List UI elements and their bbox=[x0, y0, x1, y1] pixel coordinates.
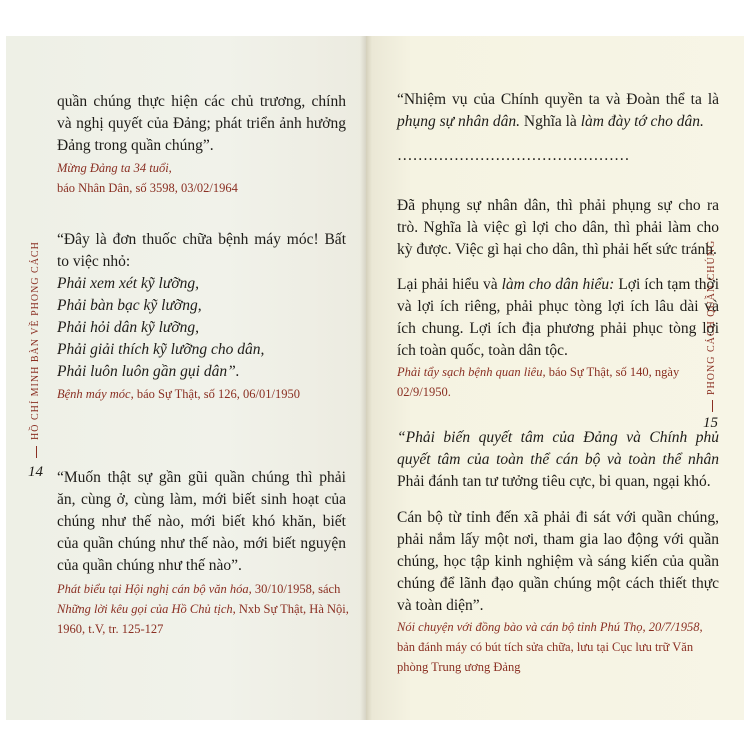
text-segment: “Nhiệm vụ của Chính quyền ta và Đoàn thể ta là bbox=[397, 91, 719, 108]
text-segment: Phải giải thích kỹ lưỡng cho dân, bbox=[57, 341, 265, 358]
text-line bbox=[57, 339, 346, 361]
quote-paragraph bbox=[57, 467, 346, 577]
text-segment: báo Sự Thật, số 126, 06/01/1950 bbox=[133, 387, 300, 401]
text-line bbox=[397, 427, 719, 449]
text-line bbox=[397, 318, 719, 340]
text-line bbox=[57, 251, 346, 273]
text-line bbox=[397, 274, 719, 296]
text-line bbox=[57, 113, 346, 135]
text-line bbox=[397, 657, 719, 677]
text-line bbox=[397, 340, 719, 362]
text-segment: của quần chúng như thế nào”. bbox=[57, 557, 242, 574]
text-line bbox=[57, 555, 346, 577]
text-segment: và toàn diện”. bbox=[397, 597, 484, 614]
source-citation bbox=[57, 579, 349, 639]
text-segment: báo Sự Thật, số 140, ngày bbox=[545, 365, 680, 379]
text-line bbox=[397, 595, 719, 617]
text-line bbox=[397, 362, 719, 382]
text-segment: chúng như thế nào, mới biết khó khăn, biết bbox=[57, 513, 346, 530]
text-segment: Mừng Đảng ta 34 tuổi, bbox=[57, 161, 172, 175]
text-segment: chúng để lãnh đạo quần chúng một cách thiết thực bbox=[397, 575, 719, 592]
quote-paragraph bbox=[57, 91, 346, 157]
text-line bbox=[57, 489, 346, 511]
text-segment: Phải đánh tan tư tưởng tiêu cực, bi quan, ngại khó. bbox=[397, 473, 711, 490]
text-segment: Nxb Sự Thật, Hà Nội, bbox=[235, 602, 349, 616]
text-line bbox=[57, 384, 346, 404]
text-segment: Lại phải hiểu và bbox=[397, 276, 502, 293]
text-line bbox=[397, 382, 719, 402]
text-segment: “Phải biến quyết tâm của Đảng và Chính phủ bbox=[397, 429, 719, 446]
text-segment: Phải bàn bạc kỹ lưỡng, bbox=[57, 297, 202, 314]
text-line bbox=[397, 195, 719, 217]
text-line bbox=[57, 361, 346, 383]
text-segment: phụng sự nhân dân. bbox=[397, 113, 520, 130]
text-segment: phải nắm lấy một nơi, tham gia lao động với quần bbox=[397, 531, 719, 548]
text-segment: Phải tẩy sạch bệnh quan liêu, bbox=[397, 365, 546, 379]
text-segment: Cán bộ từ tỉnh đến xã phải đi sát với quần chúng, bbox=[397, 509, 719, 526]
text-line bbox=[57, 158, 346, 178]
text-segment: Phát biểu tại Hội nghị cán bộ văn hóa, bbox=[57, 582, 252, 596]
text-line bbox=[57, 295, 346, 317]
text-segment: làm đày tớ cho dân. bbox=[580, 113, 704, 130]
text-line bbox=[57, 91, 346, 113]
right-page-number: 15 bbox=[703, 415, 718, 431]
text-segment: quần chúng thực hiện các chủ trương, chính bbox=[57, 93, 346, 110]
text-segment: to việc nhỏ: bbox=[57, 253, 131, 270]
text-line bbox=[397, 573, 719, 595]
text-segment: và lợi ích riêng, phải phục tòng lợi ích lâu dài và bbox=[397, 298, 719, 315]
left-running-head: HỒ CHÍ MINH BÀN VỀ PHONG CÁCH bbox=[30, 241, 41, 440]
quote-paragraph bbox=[397, 89, 719, 133]
text-segment: bản đánh máy có bút tích sửa chữa, lưu tại Cục lưu trữ Văn bbox=[397, 640, 694, 654]
text-line bbox=[57, 317, 346, 339]
text-segment: Nói chuyện với đồng bào và cán bộ tỉnh Phú Thọ, 20/7/1958, bbox=[397, 620, 703, 634]
text-segment: ích toàn quốc, toàn dân tộc. bbox=[397, 342, 568, 359]
source-citation bbox=[57, 384, 346, 404]
text-line bbox=[397, 449, 719, 471]
quote-paragraph bbox=[397, 145, 719, 167]
text-line bbox=[397, 145, 719, 167]
text-segment: Nghĩa là bbox=[520, 113, 581, 130]
poem-verse bbox=[57, 273, 346, 383]
left-page-number: 14 bbox=[28, 464, 43, 480]
text-line bbox=[397, 551, 719, 573]
text-segment: phòng Trung ương Đảng bbox=[397, 660, 521, 674]
text-line bbox=[57, 229, 346, 251]
text-segment: “Muốn thật sự gần gũi quần chúng thì phải bbox=[57, 469, 346, 486]
text-line bbox=[57, 178, 346, 198]
quote-paragraph bbox=[397, 274, 719, 362]
text-segment: ích chung. Lợi ích địa phương phải phục tòng lợi bbox=[397, 320, 719, 337]
text-line bbox=[397, 239, 719, 261]
text-line bbox=[397, 89, 719, 111]
quote-paragraph bbox=[397, 507, 719, 617]
text-segment: Bệnh máy móc, bbox=[57, 387, 134, 401]
text-segment: kỳ được. Việc gì hại cho dân, thì phải hết sức tránh. bbox=[397, 241, 717, 258]
text-segment: quyết tâm của toàn thể cán bộ và toàn thể nhân bbox=[397, 451, 719, 468]
source-citation bbox=[397, 617, 719, 677]
text-line bbox=[397, 637, 719, 657]
text-line bbox=[397, 617, 719, 637]
text-line bbox=[57, 511, 346, 533]
text-segment: trò. Nghĩa là việc gì lợi cho dân, thì phải làm cho bbox=[397, 219, 719, 236]
left-divider bbox=[36, 446, 37, 458]
text-segment: 1960, t.V, tr. 125-127 bbox=[57, 622, 164, 636]
book-gutter bbox=[360, 36, 372, 720]
right-running-head: PHONG CÁCH QUẦN CHÚNG bbox=[706, 239, 717, 395]
text-segment: chúng, học tập kinh nghiệm và sáng kiến của quần bbox=[397, 553, 719, 570]
text-segment: Phải luôn luôn gần gụi dân”. bbox=[57, 363, 240, 380]
text-line bbox=[397, 111, 719, 133]
text-segment: Phải hỏi dân kỹ lưỡng, bbox=[57, 319, 199, 336]
text-segment: Những lời kêu gọi của Hồ Chủ tịch, bbox=[57, 602, 236, 616]
text-segment: làm cho dân hiểu: bbox=[501, 276, 615, 293]
text-segment: Lợi ích tạm thời bbox=[614, 276, 719, 293]
text-segment: “Đây là đơn thuốc chữa bệnh máy móc! Bất bbox=[57, 231, 346, 248]
text-line bbox=[397, 217, 719, 239]
text-segment: của quần chúng như thế nào, mới biết nguyện bbox=[57, 535, 346, 552]
text-line bbox=[397, 507, 719, 529]
text-line bbox=[57, 467, 346, 489]
text-line bbox=[397, 471, 719, 493]
source-citation bbox=[397, 362, 719, 402]
text-line bbox=[397, 529, 719, 551]
text-segment: ……………………………………… bbox=[397, 147, 630, 164]
source-citation bbox=[57, 158, 346, 198]
quote-paragraph bbox=[397, 195, 719, 261]
text-segment: 30/10/1958, sách bbox=[251, 582, 341, 596]
quote-paragraph bbox=[397, 427, 719, 493]
text-line bbox=[57, 579, 346, 599]
text-line bbox=[57, 273, 346, 295]
text-segment: Phải xem xét kỹ lưỡng, bbox=[57, 275, 199, 292]
text-segment: ăn, cùng ở, cùng làm, mới biết sinh hoạt của bbox=[57, 491, 346, 508]
text-segment: 02/9/1950. bbox=[397, 385, 451, 399]
text-line bbox=[57, 619, 346, 639]
text-segment: Đã phụng sự nhân dân, thì phải phụng sự cho ra bbox=[397, 197, 719, 214]
text-line bbox=[397, 296, 719, 318]
text-segment: báo Nhân Dân, số 3598, 03/02/1964 bbox=[57, 181, 238, 195]
quote-paragraph bbox=[57, 229, 346, 273]
text-line bbox=[57, 135, 346, 157]
text-line bbox=[57, 533, 346, 555]
text-line bbox=[57, 599, 349, 619]
text-segment: Đảng trong quần chúng”. bbox=[57, 137, 214, 154]
text-segment: và nghị quyết của Đảng; phát triển ảnh hưởng bbox=[57, 115, 346, 132]
